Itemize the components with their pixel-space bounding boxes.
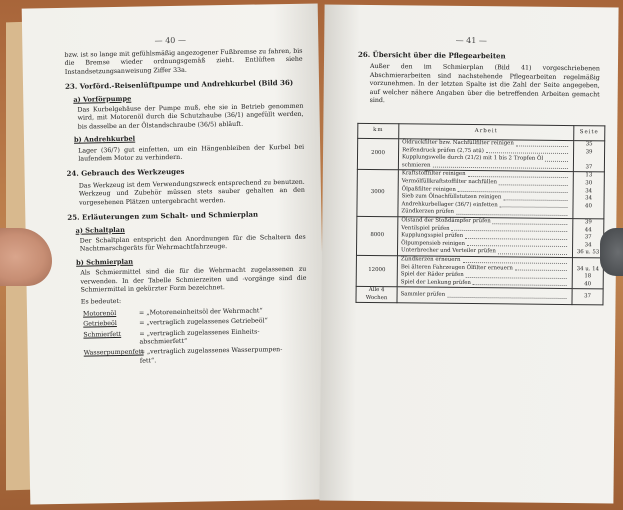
definition-row <box>83 327 307 348</box>
section-23a-title: a) Vorförpumpe <box>73 94 132 104</box>
seite-cell <box>573 141 604 173</box>
definition-desc: = „Motoreneinheitsöl der Wehrmacht“ <box>138 307 263 317</box>
leader-dots <box>468 171 568 178</box>
arbeit-cell <box>397 217 572 258</box>
table-row <box>356 287 603 306</box>
task-page: 34 <box>585 195 593 202</box>
page-number-left: — 40 — <box>154 35 186 46</box>
column-header-arbeit: Arbeit <box>399 124 574 141</box>
leader-dots <box>466 272 567 279</box>
leader-dots <box>500 202 568 208</box>
task-text: Ölstand der Stoßdämpfer prüfen <box>401 217 491 225</box>
definition-term: Motorenöl <box>82 309 117 318</box>
task-page: 13 <box>585 172 593 179</box>
section-24-text: Das Werkzeug ist dem Verwendungszweck entsprechend zu benutzen. Werkzeug und Zubehör müssen stets sauber gehalten an den vorgesehenen Plätzen untergebracht werden. <box>78 178 305 207</box>
task-text: Sieb zum Ölnachfüllstutzen reinigen <box>401 193 502 201</box>
page-number-right: — 41 — <box>455 35 487 46</box>
km-cell: Alle 4 Wochen <box>356 287 397 304</box>
leader-dots <box>516 140 568 146</box>
lubricant-definitions <box>83 306 308 366</box>
section-23a-text: Das Kurbelgehäuse der Pumpe muß, ehe sie in Betrieb genommen wird, mit Motorenöl durch die Schutzhaube (36/1) angefüllt werden, bis dasselbe an der Ölstandschraube (36/5) abläuft. <box>77 102 304 131</box>
definition-term: Getriebeöl <box>83 320 117 328</box>
arbeit-cell <box>398 139 573 172</box>
section-23-heading: 23. Vorförd.-Reisenlüftpumpe und Andrehkurbel (Bild 36) <box>64 78 294 92</box>
table-row <box>356 255 603 289</box>
table-body <box>356 138 605 305</box>
leader-dots <box>452 225 568 232</box>
task-page: 40 <box>585 202 592 210</box>
task-text: Sammler prüfen <box>400 291 446 298</box>
task-text: schmieren <box>401 162 431 169</box>
definition-desc-cont: abschmierfett“ <box>139 337 188 346</box>
right-thumb <box>600 228 623 276</box>
definition-desc-cont: fett“. <box>139 357 157 365</box>
task-page: 40 <box>584 280 592 287</box>
task-text: Kupplungsspiel prüfen <box>401 232 464 240</box>
task-line <box>401 291 569 300</box>
task-page: 34 <box>585 187 593 194</box>
task-page: 30 <box>585 180 593 187</box>
leader-dots <box>486 148 568 154</box>
task-text: Reifendruck prüfen (2,75 atü) <box>402 146 484 154</box>
leader-dots <box>499 179 568 185</box>
task-page: 34 u. 14 <box>576 265 600 272</box>
seite-cell <box>572 257 603 289</box>
leader-dots <box>545 156 568 162</box>
leader-dots <box>465 233 567 240</box>
section-26-heading: 26. Übersicht über die Pflegearbeiten <box>358 49 506 61</box>
task-page: 44 <box>584 226 592 233</box>
seite-cell <box>572 289 603 306</box>
task-page: 36 u. 53 <box>576 249 600 256</box>
definition-desc: = „vertraglich zugelassenes Einheits- <box>139 328 260 338</box>
maintenance-table <box>355 123 605 306</box>
task-text: Öldruckfilter bzw. Nachfüllfilter reinigen <box>402 139 514 147</box>
section-25b-text: Als Schmiermittel sind die für die Wehrmacht zugelassenen zu verwenden. In der Tabelle Schmierzeiten und -vorgänge sind die Schmiermittel in gekürzter Form bezeichnet. <box>80 265 307 294</box>
leader-dots <box>447 292 567 299</box>
arbeit-cell <box>397 287 572 305</box>
arbeit-cell <box>397 256 572 289</box>
right-page-content <box>358 49 601 112</box>
km-cell: 8000 <box>356 216 397 255</box>
task-page: 34 <box>584 241 592 249</box>
section-23b-title: b) Andrehkurbel <box>73 134 136 144</box>
km-cell: 12000 <box>356 255 397 287</box>
task-text: Vermölfüllkraftstoffilter nachfüllen <box>401 178 498 186</box>
leader-dots <box>515 265 567 271</box>
definition-desc: = „vertraglich zugelassenes Getriebeöl“ <box>139 317 268 327</box>
task-page <box>576 210 600 218</box>
column-header-seite: Seite <box>574 126 605 141</box>
task-text: Ventilspiel prüfen <box>401 224 450 232</box>
leader-dots <box>498 249 567 255</box>
task-text: Ölpaßfilter reinigen <box>401 185 456 193</box>
table-row <box>357 138 604 172</box>
column-header-km: km <box>358 123 399 138</box>
leader-dots <box>432 162 568 169</box>
leader-dots <box>493 218 568 224</box>
section-26-text: Außer den im Schmierplan (Bild 41) vorgeschriebenen Abschmierarbeiten sind nachstehende Pflegearbeiten regelmäßig vorzunehmen. In der letzten Spalte ist die Zahl der Seite angegeben, auf welcher nähere Angaben über die betreffenden Arbeiten gemacht sind. <box>369 63 600 105</box>
arbeit-cell <box>398 170 573 218</box>
km-cell: 2000 <box>357 138 398 170</box>
task-text: Bei älteren Fahrzeugen Ölfilter erneuern <box>400 263 513 271</box>
task-page: 37 <box>584 293 592 300</box>
leader-dots <box>462 257 567 264</box>
task-text: Andrehkurbellager (36/7) einfetten <box>401 201 498 209</box>
definition-term: Schmierfett <box>83 330 122 339</box>
task-text: Kupplungswelle durch (21/2) mit 1 bis 2 Tropfen Öl <box>401 154 544 162</box>
section-25a-title: a) Schaltplan <box>75 225 125 235</box>
task-page: 37 <box>585 163 593 171</box>
left-page-content <box>64 48 307 369</box>
definition-term: Wasserpumpenfett <box>83 348 144 357</box>
leader-dots <box>458 186 568 193</box>
right-page <box>319 4 618 503</box>
leader-dots <box>473 280 567 287</box>
km-cell: 3000 <box>357 170 398 217</box>
section-25-heading: 25. Erläuterungen zum Schalt- und Schmierplan <box>67 209 259 222</box>
left-page <box>22 3 327 504</box>
task-page: 35 <box>585 141 593 148</box>
task-text: Spiel der Lenkung prüfen <box>400 278 471 286</box>
definition-desc: = „vertraglich zugelassenes Wasserpumpen- <box>139 346 283 356</box>
task-text: Ölpumpensieb reinigen <box>401 240 466 247</box>
intro-paragraph: bzw. ist so lange mit gefühlsmäßig angezogener Fußbremse zu fahren, bis die Bremse wieder ordnungsgemäß zieht. Entlüften siehe Instandsetzungsanweisung Ziffer 33a. <box>64 47 303 76</box>
section-25b-title: b) Schmierplan <box>76 257 134 267</box>
section-24-heading: 24. Gebrauch des Werkzeuges <box>66 167 185 179</box>
leader-dots <box>503 195 567 201</box>
es-bedeutet-label: Es bedeutet: <box>80 298 122 306</box>
leader-dots <box>467 241 567 248</box>
seite-cell <box>573 172 604 219</box>
section-23b-text: Lager (36/7) gut einfetten, um ein Hängenbleiben der Kurbel bei laufendem Motor zu verhindern. <box>78 143 305 163</box>
table-row <box>356 216 603 258</box>
task-text: Zündkerzen erneuern <box>400 256 461 263</box>
task-page: 37 <box>584 234 592 241</box>
section-25a-text: Der Schaltplan entspricht den Anordnungen für die Schaltern des Nachtmarschgeräts für Wehrmachtfahrzeuge. <box>79 233 306 253</box>
task-page: 18 <box>584 273 592 280</box>
task-text: Unterbrecher und Verteiler prüfen <box>401 247 496 255</box>
task-page: 39 <box>584 219 592 226</box>
leader-dots <box>456 209 568 216</box>
definition-row <box>84 346 308 367</box>
table-row <box>357 170 604 219</box>
task-text: Zündkerzen prüfen <box>401 208 455 216</box>
open-booklet <box>26 6 616 502</box>
task-page: 39 <box>585 148 593 155</box>
task-text: Spiel der Räder prüfen <box>400 271 464 279</box>
task-text: Kraftstofffilter reinigen <box>401 170 466 178</box>
